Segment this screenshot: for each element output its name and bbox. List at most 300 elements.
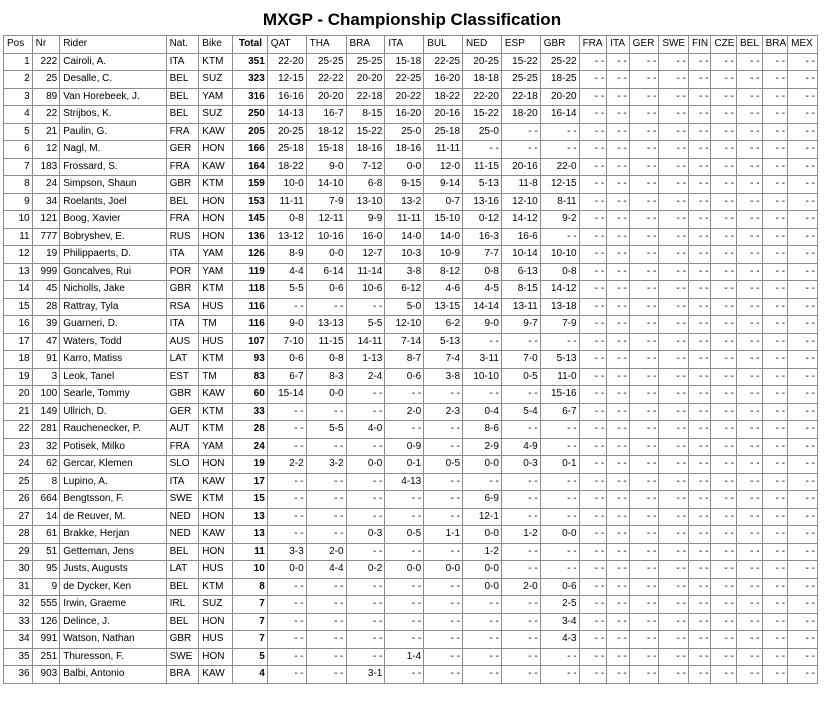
race-result-cell: - -: [346, 648, 385, 666]
future-race-cell: - -: [629, 298, 659, 316]
race-result-cell: 11-0: [540, 368, 579, 386]
column-header-9: ITA: [385, 36, 424, 54]
race-result-cell: 14-10: [306, 176, 346, 194]
future-race-cell: - -: [762, 211, 788, 229]
race-result-cell: 3-8: [424, 368, 463, 386]
future-race-cell: - -: [629, 158, 659, 176]
race-result-cell: 10-9: [424, 246, 463, 264]
total-cell: 11: [233, 543, 268, 561]
race-result-cell: - -: [267, 613, 306, 631]
race-result-cell: 6-14: [306, 263, 346, 281]
future-race-cell: - -: [711, 386, 737, 404]
nation-cell: BEL: [166, 193, 199, 211]
future-race-cell: - -: [629, 263, 659, 281]
race-result-cell: - -: [306, 473, 346, 491]
rider-cell: Rattray, Tyla: [60, 298, 166, 316]
table-row: [4, 263, 818, 281]
future-race-cell: - -: [629, 71, 659, 89]
race-result-cell: - -: [267, 666, 306, 684]
future-race-cell: - -: [629, 386, 659, 404]
future-race-cell: - -: [762, 263, 788, 281]
race-result-cell: - -: [385, 666, 424, 684]
table-row: [4, 508, 818, 526]
pos-cell: 18: [4, 351, 33, 369]
race-result-cell: 8-15: [501, 281, 540, 299]
future-race-cell: - -: [659, 543, 689, 561]
future-race-cell: - -: [659, 141, 689, 159]
future-race-cell: - -: [579, 368, 607, 386]
race-result-cell: 15-22: [346, 123, 385, 141]
race-result-cell: 25-22: [540, 53, 579, 71]
race-result-cell: - -: [463, 631, 502, 649]
total-cell: 250: [233, 106, 268, 124]
race-result-cell: 18-16: [385, 141, 424, 159]
bike-cell: HON: [199, 456, 233, 474]
future-race-cell: - -: [711, 158, 737, 176]
future-race-cell: - -: [737, 631, 763, 649]
nation-cell: FRA: [166, 123, 199, 141]
pos-cell: 21: [4, 403, 33, 421]
bike-cell: HON: [199, 508, 233, 526]
future-race-cell: - -: [688, 578, 710, 596]
race-result-cell: - -: [306, 578, 346, 596]
nation-cell: BEL: [166, 578, 199, 596]
total-cell: 116: [233, 298, 268, 316]
future-race-cell: - -: [788, 543, 818, 561]
future-race-cell: - -: [659, 386, 689, 404]
race-result-cell: - -: [346, 543, 385, 561]
race-result-cell: 6-2: [424, 316, 463, 334]
pos-cell: 5: [4, 123, 33, 141]
future-race-cell: - -: [579, 386, 607, 404]
total-cell: 118: [233, 281, 268, 299]
total-cell: 166: [233, 141, 268, 159]
race-result-cell: 4-4: [306, 561, 346, 579]
race-result-cell: 0-6: [385, 368, 424, 386]
race-result-cell: 13-15: [424, 298, 463, 316]
future-race-cell: - -: [607, 158, 629, 176]
race-result-cell: 1-1: [424, 526, 463, 544]
race-result-cell: - -: [540, 561, 579, 579]
race-result-cell: 20-25: [267, 123, 306, 141]
future-race-cell: - -: [711, 421, 737, 439]
race-result-cell: - -: [306, 596, 346, 614]
race-result-cell: - -: [540, 648, 579, 666]
number-cell: 47: [32, 333, 60, 351]
future-race-cell: - -: [607, 508, 629, 526]
race-result-cell: 20-20: [540, 88, 579, 106]
pos-cell: 12: [4, 246, 33, 264]
number-cell: 32: [32, 438, 60, 456]
total-cell: 119: [233, 263, 268, 281]
future-race-cell: - -: [688, 421, 710, 439]
bike-cell: KTM: [199, 578, 233, 596]
future-race-cell: - -: [607, 403, 629, 421]
future-race-cell: - -: [762, 316, 788, 334]
table-row: [4, 403, 818, 421]
race-result-cell: - -: [424, 613, 463, 631]
rider-cell: Potisek, Milko: [60, 438, 166, 456]
race-result-cell: 2-4: [346, 368, 385, 386]
pos-cell: 3: [4, 88, 33, 106]
number-cell: 24: [32, 176, 60, 194]
rider-cell: Bengtsson, F.: [60, 491, 166, 509]
future-race-cell: - -: [737, 106, 763, 124]
race-result-cell: 0-0: [385, 158, 424, 176]
bike-cell: KTM: [199, 403, 233, 421]
race-result-cell: 22-25: [424, 53, 463, 71]
race-result-cell: 22-18: [346, 88, 385, 106]
total-cell: 7: [233, 596, 268, 614]
pos-cell: 15: [4, 298, 33, 316]
future-race-cell: - -: [788, 211, 818, 229]
bike-cell: YAM: [199, 263, 233, 281]
future-race-cell: - -: [688, 351, 710, 369]
future-race-cell: - -: [607, 438, 629, 456]
future-race-cell: - -: [688, 631, 710, 649]
pos-cell: 27: [4, 508, 33, 526]
race-result-cell: - -: [267, 631, 306, 649]
table-row: [4, 368, 818, 386]
future-race-cell: - -: [688, 316, 710, 334]
future-race-cell: - -: [688, 88, 710, 106]
future-race-cell: - -: [579, 263, 607, 281]
race-result-cell: 7-7: [463, 246, 502, 264]
bike-cell: HON: [199, 543, 233, 561]
future-race-cell: - -: [711, 666, 737, 684]
race-result-cell: 12-10: [501, 193, 540, 211]
future-race-cell: - -: [688, 228, 710, 246]
pos-cell: 9: [4, 193, 33, 211]
future-race-cell: - -: [788, 263, 818, 281]
race-result-cell: - -: [306, 648, 346, 666]
future-race-cell: - -: [788, 71, 818, 89]
race-result-cell: 0-5: [501, 368, 540, 386]
future-race-cell: - -: [607, 316, 629, 334]
future-race-cell: - -: [762, 368, 788, 386]
future-race-cell: - -: [659, 211, 689, 229]
rider-cell: Frossard, S.: [60, 158, 166, 176]
rider-cell: Roelants, Joel: [60, 193, 166, 211]
bike-cell: YAM: [199, 246, 233, 264]
race-result-cell: 22-25: [385, 71, 424, 89]
race-result-cell: 9-2: [540, 211, 579, 229]
bike-cell: KTM: [199, 491, 233, 509]
nation-cell: NED: [166, 526, 199, 544]
future-race-cell: - -: [579, 596, 607, 614]
future-race-cell: - -: [629, 648, 659, 666]
rider-cell: Guarneri, D.: [60, 316, 166, 334]
rider-cell: Nagl, M.: [60, 141, 166, 159]
race-result-cell: 16-14: [540, 106, 579, 124]
number-cell: 991: [32, 631, 60, 649]
future-race-cell: - -: [762, 438, 788, 456]
rider-cell: Van Horebeek, J.: [60, 88, 166, 106]
race-result-cell: 12-10: [385, 316, 424, 334]
future-race-cell: - -: [737, 596, 763, 614]
bike-cell: SUZ: [199, 106, 233, 124]
total-cell: 8: [233, 578, 268, 596]
race-result-cell: 0-8: [540, 263, 579, 281]
race-result-cell: - -: [540, 333, 579, 351]
future-race-cell: - -: [737, 246, 763, 264]
future-race-cell: - -: [688, 456, 710, 474]
number-cell: 222: [32, 53, 60, 71]
nation-cell: LAT: [166, 351, 199, 369]
number-cell: 89: [32, 88, 60, 106]
race-result-cell: - -: [385, 631, 424, 649]
future-race-cell: - -: [607, 263, 629, 281]
nation-cell: LAT: [166, 561, 199, 579]
future-race-cell: - -: [688, 123, 710, 141]
future-race-cell: - -: [579, 526, 607, 544]
race-result-cell: 8-15: [346, 106, 385, 124]
race-result-cell: - -: [267, 438, 306, 456]
future-race-cell: - -: [711, 351, 737, 369]
race-result-cell: 0-2: [346, 561, 385, 579]
race-result-cell: - -: [463, 386, 502, 404]
race-result-cell: 0-1: [540, 456, 579, 474]
race-result-cell: 5-5: [346, 316, 385, 334]
number-cell: 45: [32, 281, 60, 299]
nation-cell: POR: [166, 263, 199, 281]
future-race-cell: - -: [659, 228, 689, 246]
nation-cell: GBR: [166, 176, 199, 194]
future-race-cell: - -: [711, 281, 737, 299]
future-race-cell: - -: [607, 281, 629, 299]
future-race-cell: - -: [737, 403, 763, 421]
race-result-cell: - -: [306, 508, 346, 526]
race-result-cell: 0-0: [424, 561, 463, 579]
nation-cell: GER: [166, 141, 199, 159]
future-race-cell: - -: [711, 316, 737, 334]
future-race-cell: - -: [788, 193, 818, 211]
future-race-cell: - -: [607, 123, 629, 141]
number-cell: 777: [32, 228, 60, 246]
column-header-15: ITA: [607, 36, 629, 54]
race-result-cell: 0-3: [346, 526, 385, 544]
future-race-cell: - -: [688, 403, 710, 421]
rider-cell: Desalle, C.: [60, 71, 166, 89]
bike-cell: HUS: [199, 298, 233, 316]
future-race-cell: - -: [629, 631, 659, 649]
future-race-cell: - -: [607, 228, 629, 246]
race-result-cell: 20-22: [385, 88, 424, 106]
race-result-cell: 0-5: [424, 456, 463, 474]
race-result-cell: 13-16: [463, 193, 502, 211]
total-cell: 33: [233, 403, 268, 421]
header-row: [4, 36, 818, 54]
number-cell: 664: [32, 491, 60, 509]
future-race-cell: - -: [659, 456, 689, 474]
future-race-cell: - -: [607, 613, 629, 631]
race-result-cell: 11-11: [385, 211, 424, 229]
pos-cell: 4: [4, 106, 33, 124]
race-result-cell: 25-18: [267, 141, 306, 159]
race-result-cell: 18-25: [540, 71, 579, 89]
future-race-cell: - -: [659, 106, 689, 124]
race-result-cell: 3-2: [306, 456, 346, 474]
total-cell: 28: [233, 421, 268, 439]
race-result-cell: 22-20: [463, 88, 502, 106]
bike-cell: KAW: [199, 473, 233, 491]
future-race-cell: - -: [737, 176, 763, 194]
future-race-cell: - -: [607, 106, 629, 124]
total-cell: 136: [233, 228, 268, 246]
race-result-cell: 16-16: [267, 88, 306, 106]
bike-cell: HON: [199, 648, 233, 666]
race-result-cell: 1-2: [501, 526, 540, 544]
future-race-cell: - -: [788, 298, 818, 316]
future-race-cell: - -: [579, 403, 607, 421]
classification-table: [3, 35, 818, 684]
race-result-cell: 0-0: [463, 578, 502, 596]
race-result-cell: 7-9: [306, 193, 346, 211]
total-cell: 159: [233, 176, 268, 194]
future-race-cell: - -: [688, 368, 710, 386]
race-result-cell: - -: [424, 631, 463, 649]
column-header-20: BEL: [737, 36, 763, 54]
future-race-cell: - -: [629, 228, 659, 246]
future-race-cell: - -: [579, 473, 607, 491]
race-result-cell: - -: [267, 298, 306, 316]
race-result-cell: 9-15: [385, 176, 424, 194]
future-race-cell: - -: [788, 648, 818, 666]
future-race-cell: - -: [711, 613, 737, 631]
race-result-cell: 3-11: [463, 351, 502, 369]
race-result-cell: 5-13: [463, 176, 502, 194]
future-race-cell: - -: [762, 123, 788, 141]
future-race-cell: - -: [607, 351, 629, 369]
race-result-cell: 9-0: [306, 158, 346, 176]
future-race-cell: - -: [711, 141, 737, 159]
race-result-cell: 14-14: [463, 298, 502, 316]
future-race-cell: - -: [579, 88, 607, 106]
future-race-cell: - -: [607, 421, 629, 439]
nation-cell: AUT: [166, 421, 199, 439]
future-race-cell: - -: [579, 71, 607, 89]
race-result-cell: 18-20: [501, 106, 540, 124]
race-result-cell: - -: [346, 508, 385, 526]
race-result-cell: 5-5: [306, 421, 346, 439]
future-race-cell: - -: [788, 281, 818, 299]
future-race-cell: - -: [711, 526, 737, 544]
number-cell: 8: [32, 473, 60, 491]
table-row: [4, 281, 818, 299]
race-result-cell: 0-0: [306, 386, 346, 404]
race-result-cell: - -: [540, 141, 579, 159]
bike-cell: KAW: [199, 123, 233, 141]
future-race-cell: - -: [711, 88, 737, 106]
column-header-17: SWE: [659, 36, 689, 54]
future-race-cell: - -: [737, 123, 763, 141]
future-race-cell: - -: [688, 491, 710, 509]
race-result-cell: - -: [463, 613, 502, 631]
column-header-16: GER: [629, 36, 659, 54]
nation-cell: BEL: [166, 88, 199, 106]
future-race-cell: - -: [737, 491, 763, 509]
race-result-cell: 0-8: [267, 211, 306, 229]
future-race-cell: - -: [607, 526, 629, 544]
table-row: [4, 106, 818, 124]
future-race-cell: - -: [629, 333, 659, 351]
future-race-cell: - -: [629, 246, 659, 264]
future-race-cell: - -: [607, 333, 629, 351]
future-race-cell: - -: [579, 508, 607, 526]
future-race-cell: - -: [737, 263, 763, 281]
future-race-cell: - -: [711, 333, 737, 351]
race-result-cell: - -: [540, 123, 579, 141]
future-race-cell: - -: [737, 228, 763, 246]
future-race-cell: - -: [737, 456, 763, 474]
future-race-cell: - -: [659, 351, 689, 369]
race-result-cell: - -: [424, 578, 463, 596]
table-row: [4, 158, 818, 176]
race-result-cell: 16-7: [306, 106, 346, 124]
future-race-cell: - -: [737, 421, 763, 439]
total-cell: 4: [233, 666, 268, 684]
rider-cell: Paulin, G.: [60, 123, 166, 141]
future-race-cell: - -: [762, 491, 788, 509]
race-result-cell: - -: [385, 386, 424, 404]
table-row: [4, 53, 818, 71]
column-header-10: BUL: [424, 36, 463, 54]
race-result-cell: 20-16: [424, 106, 463, 124]
race-result-cell: - -: [346, 631, 385, 649]
bike-cell: KAW: [199, 386, 233, 404]
future-race-cell: - -: [629, 543, 659, 561]
race-result-cell: 7-10: [267, 333, 306, 351]
table-row: [4, 176, 818, 194]
table-row: [4, 88, 818, 106]
future-race-cell: - -: [688, 473, 710, 491]
race-result-cell: - -: [463, 648, 502, 666]
race-result-cell: - -: [346, 473, 385, 491]
table-row: [4, 123, 818, 141]
future-race-cell: - -: [737, 53, 763, 71]
race-result-cell: - -: [540, 508, 579, 526]
race-result-cell: 9-7: [501, 316, 540, 334]
future-race-cell: - -: [788, 123, 818, 141]
future-race-cell: - -: [788, 421, 818, 439]
rider-cell: Balbi, Antonio: [60, 666, 166, 684]
table-row: [4, 491, 818, 509]
future-race-cell: - -: [737, 351, 763, 369]
race-result-cell: 12-7: [346, 246, 385, 264]
race-result-cell: - -: [540, 228, 579, 246]
future-race-cell: - -: [711, 561, 737, 579]
future-race-cell: - -: [688, 596, 710, 614]
future-race-cell: - -: [762, 141, 788, 159]
pos-cell: 2: [4, 71, 33, 89]
future-race-cell: - -: [711, 193, 737, 211]
future-race-cell: - -: [688, 298, 710, 316]
rider-cell: Delince, J.: [60, 613, 166, 631]
column-header-22: MEX: [788, 36, 818, 54]
table-row: [4, 228, 818, 246]
future-race-cell: - -: [737, 508, 763, 526]
number-cell: 9: [32, 578, 60, 596]
bike-cell: HON: [199, 228, 233, 246]
pos-cell: 7: [4, 158, 33, 176]
pos-cell: 33: [4, 613, 33, 631]
future-race-cell: - -: [688, 211, 710, 229]
future-race-cell: - -: [579, 421, 607, 439]
race-result-cell: 8-3: [306, 368, 346, 386]
future-race-cell: - -: [688, 526, 710, 544]
race-result-cell: - -: [501, 561, 540, 579]
total-cell: 107: [233, 333, 268, 351]
